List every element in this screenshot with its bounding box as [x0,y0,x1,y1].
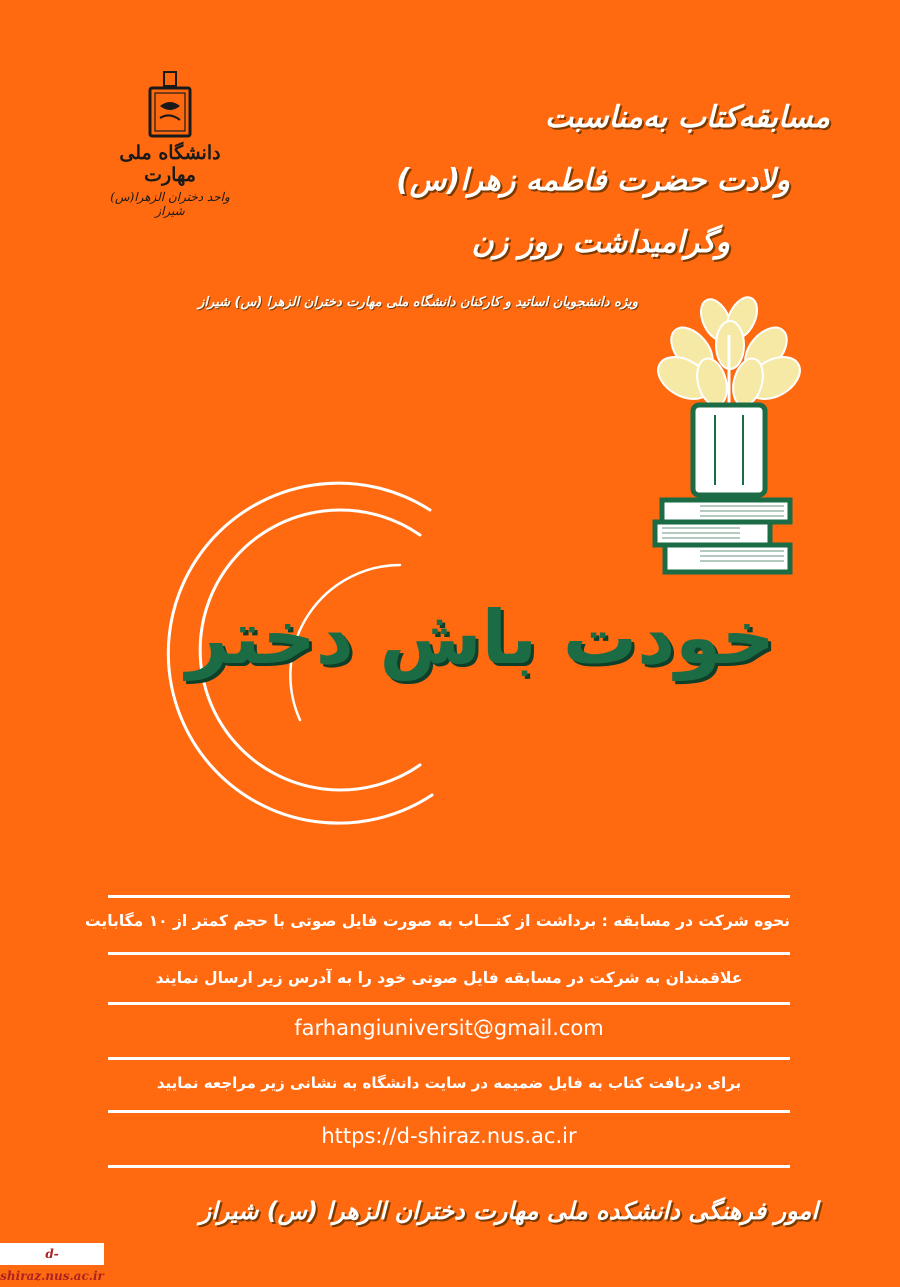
divider-2 [108,952,790,955]
site-watermark: d-shiraz.nus.ac.ir [0,1243,104,1265]
footer-organizer: امور فرهنگی دانشکده ملی مهارت دختران الزهرا (س) شیراز [199,1197,818,1225]
title-line-1: مسابقه‌کتاب به‌مناسبت [544,100,830,135]
title-line-3: وگرامیداشت روز زن [471,225,730,260]
university-website-link[interactable]: https://d-shiraz.nus.ac.ir [321,1124,577,1148]
divider-3 [108,1002,790,1005]
contact-email[interactable]: farhangiuniversit@gmail.com [294,1016,604,1040]
submission-instruction: علاقمندان به شرکت در مسابقه فایل صوتی خود را به آدرس زیر ارسال نمایند [155,969,743,987]
slogan: خودت باش دختر [186,595,775,681]
logo-subtitle: واحد دختران الزهرا(س) شیراز [110,190,230,218]
divider-5 [108,1110,790,1113]
title-line-2: ولادت حضرت فاطمه زهرا(س) [396,163,790,198]
book-download-instruction: برای دریافت کتاب به فایل ضمیمه در سایت دانشگاه به نشانی زیر مراجعه نمایید [156,1074,742,1092]
logo-name: دانشگاه ملی مهارت [119,142,221,186]
book-plant-icon [651,293,807,572]
participation-method: نحوه شرکت در مسابقه : برداشت از کتـــاب به صورت فایل صوتی با حجم کمتر از ۱۰ مگابایت [84,912,790,930]
divider-1 [108,895,790,898]
divider-6 [108,1165,790,1168]
audience-subtitle: ویژه دانشجویان اساتید و کارکنان دانشگاه ملی مهارت دختران الزهرا (س) شیراز [198,295,638,310]
divider-4 [108,1057,790,1060]
